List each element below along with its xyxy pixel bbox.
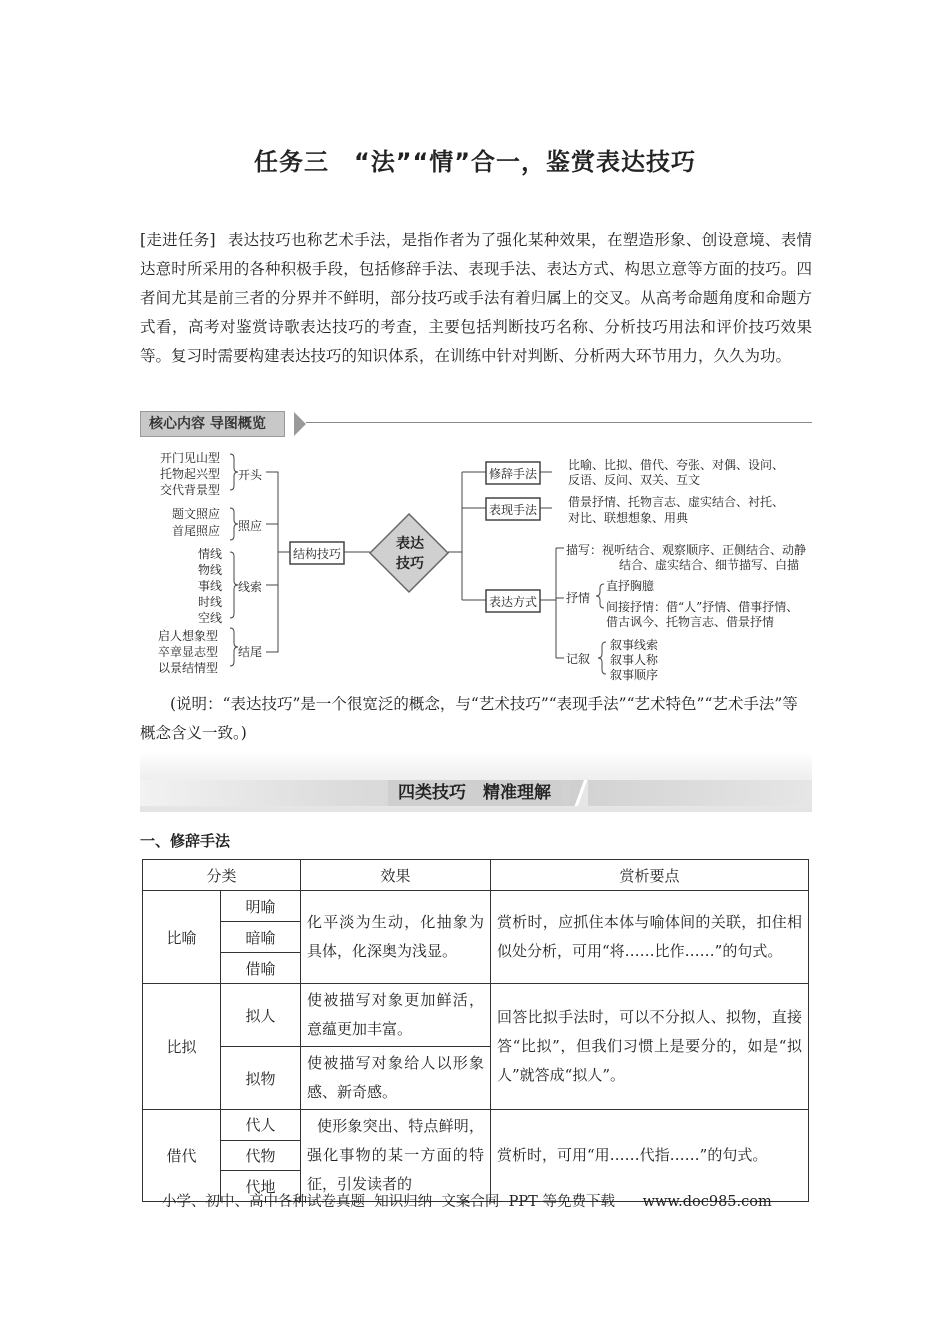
- footer-text: 小学、初中、高中各种试卷真题 知识归纳 文案合同 PPT 等免费下载 www.doc985.com: [162, 1194, 772, 1210]
- rhetoric-line-1: 比喻、比拟、借代、夸张、对偶、设问、: [568, 458, 785, 472]
- header-category: 分类: [143, 860, 301, 891]
- narrate-label: 记叙: [566, 652, 591, 666]
- center-label-2: 技巧: [396, 556, 424, 572]
- category-cell: 比拟: [143, 984, 221, 1110]
- center-label-1: 表达: [396, 536, 424, 552]
- label-qingxian: 情线: [198, 547, 223, 561]
- tips-cell: 赏析时，应抓住本体与喻体间的关联，扣住相似处分析，可用“将……比作……”的句式。: [491, 891, 809, 984]
- page-title: 任务三 “法”“情”合一，鉴赏表达技巧: [253, 148, 697, 176]
- sub-cell: 暗喻: [221, 922, 301, 953]
- effect-cell: 使被描写对象给人以形象感、新奇感。: [301, 1047, 491, 1110]
- arrow-icon: [294, 412, 306, 436]
- section-label: 核心内容 导图概览: [140, 411, 285, 437]
- sub-cell: 代地: [221, 1171, 301, 1202]
- table-row: [143, 1110, 809, 1141]
- label-kaimen: 开门见山型: [160, 451, 221, 465]
- expression-label: 表现手法: [489, 503, 538, 517]
- sub-cell: 代物: [221, 1140, 301, 1171]
- section-banner: [140, 752, 812, 812]
- describe-line-2: 结合、虚实结合、细节描写、白描: [619, 558, 800, 572]
- narrate-item-2: 叙事人称: [610, 653, 659, 667]
- effect-cell: 使形象突出、特点鲜明，强化事物的某一方面的特征，引发读者的: [301, 1110, 491, 1202]
- describe-line-1: 描写：视听结合、观察顺序、正侧结合、动静: [566, 543, 807, 557]
- structure-label: 结构技巧: [293, 547, 342, 561]
- sub-cell: 代人: [221, 1110, 301, 1141]
- banner-title: 四类技巧 精准理解: [388, 780, 561, 806]
- note-paragraph: (说明：“表达技巧”是一个很宽泛的概念，与“艺术技巧”“表现手法”“艺术特色”“艺术手法”等概念含义一致。): [140, 695, 798, 742]
- intro-tag: [走进任务]: [140, 231, 216, 249]
- rhetoric-table: [142, 859, 809, 1202]
- divider: [306, 422, 812, 423]
- lyric-direct: 直抒胸臆: [606, 579, 655, 593]
- expression-line-2: 对比、联想想象、用典: [568, 511, 689, 525]
- lyric-indirect-2: 借古讽今、托物言志、借景抒情: [606, 615, 775, 629]
- effect-cell: 化平淡为生动，化抽象为具体，化深奥为浅显。: [301, 891, 491, 984]
- narrate-item-3: 叙事顺序: [610, 668, 659, 682]
- label-jiaodai: 交代背景型: [160, 483, 221, 497]
- label-shixian: 事线: [198, 579, 223, 593]
- rhetoric-label: 修辞手法: [489, 467, 538, 481]
- label-zuzhang: 卒章显志型: [158, 645, 219, 659]
- effect-cell: 使被描写对象更加鲜活，意蕴更加丰富。: [301, 984, 491, 1047]
- group-zhaoying: 照应: [238, 519, 263, 533]
- group-xiansuo: 线索: [238, 580, 263, 594]
- tips-cell: 赏析时，可用“用……代指……”的句式。: [491, 1110, 809, 1202]
- sub-cell: 明喻: [221, 891, 301, 922]
- table-row: [143, 891, 809, 922]
- table-row: [143, 984, 809, 1047]
- table-header-row: [143, 860, 809, 891]
- sub-cell: 拟物: [221, 1047, 301, 1110]
- intro-paragraph: [140, 226, 812, 371]
- category-cell: 借代: [143, 1110, 221, 1202]
- label-tuowu: 托物起兴型: [160, 467, 221, 481]
- sub-cell: 拟人: [221, 984, 301, 1047]
- header-tips: 赏析要点: [491, 860, 809, 891]
- label-kongxian: 空线: [198, 611, 223, 625]
- label-tiwen: 题文照应: [172, 507, 221, 521]
- narrate-item-1: 叙事线索: [610, 638, 659, 652]
- group-jiewei: 结尾: [238, 645, 263, 659]
- label-qiren: 启人想象型: [158, 629, 219, 643]
- group-kaitou: 开头: [238, 468, 263, 482]
- expression-line-1: 借景抒情、托物言志、虚实结合、衬托、: [568, 495, 785, 509]
- label-yijing: 以景结情型: [158, 661, 219, 675]
- sub-cell: 借喻: [221, 953, 301, 984]
- mind-map-diagram: [140, 442, 812, 682]
- category-cell: 比喻: [143, 891, 221, 984]
- modes-label: 表达方式: [489, 595, 538, 609]
- label-wuxian: 物线: [198, 563, 223, 577]
- sub-heading: 一、修辞手法: [140, 832, 231, 850]
- lyric-indirect-1: 间接抒情：借“人”抒情、借事抒情、: [606, 600, 799, 614]
- lyric-label: 抒情: [566, 591, 591, 605]
- tips-cell: 回答比拟手法时，可以不分拟人、拟物，直接答“比拟”，但我们习惯上是要分的，如是“拟人”就答成“拟人”。: [491, 984, 809, 1110]
- header-effect: 效果: [301, 860, 491, 891]
- intro-body: 表达技巧也称艺术手法，是指作者为了强化某种效果，在塑造形象、创设意境、表情达意时所采用的各种积极手段，包括修辞手法、表现手法、表达方式、构思立意等方面的技巧。四者间尤其是前三者的分界并不鲜明，部分技巧或手法有着归属上的交叉。从高考命题角度和命题方式看，高考对鉴赏诗歌表达技巧的考查，主要包括判断技巧名称、分析技巧用法和评价技巧效果等。复习时需要构建表达技巧的知识体系，在训练中针对判断、分析两大环节用力，久久为功。: [140, 231, 812, 365]
- section-bar: [140, 411, 812, 435]
- label-shixian2: 时线: [198, 595, 223, 609]
- rhetoric-line-2: 反语、反问、双关、互文: [568, 473, 701, 487]
- label-shouwei: 首尾照应: [172, 524, 221, 538]
